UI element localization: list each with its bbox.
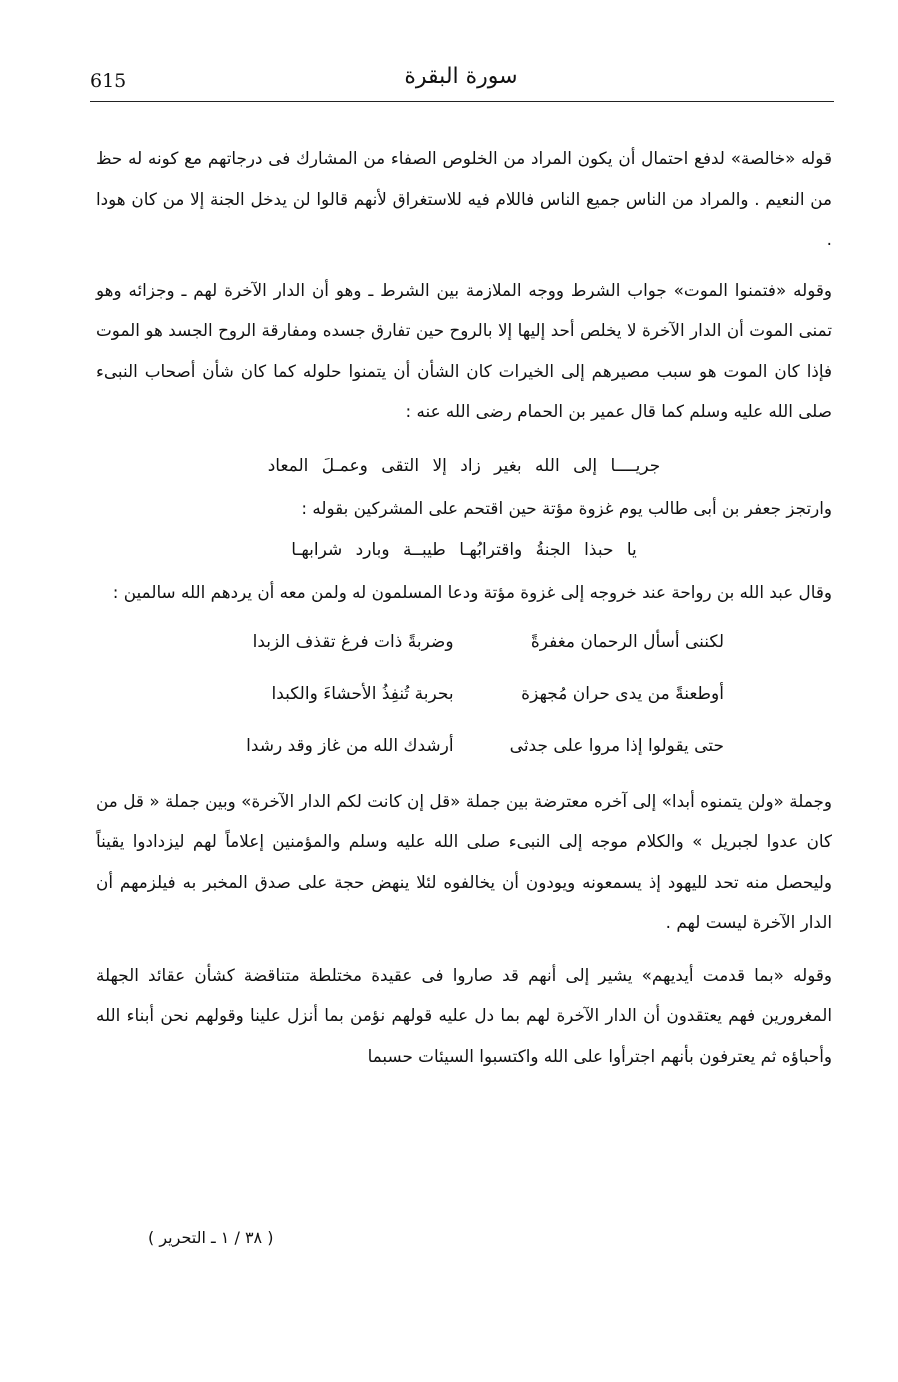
footer-signature: ( ٣٨ / ١ ـ التحرير ) (148, 1228, 274, 1247)
paragraph-5: وجملة «ولن يتمنوه أبدا» إلى آخره معترضة بين جملة «قل إن كانت لكم الدار الآخرة» وبين جملة « قل من كان عدوا لجبريل » والكلام موجه إلى النبىء صلى الله عليه وسلم والمؤمنين إعلاماً لهم ليزدادوا يقيناً وليحصل منه تحد لليهود إذ يسمعونه ويودون أن يخالفوه لئلا ينهض حجة على صدق المخبر به فيلزمهم أن الدار الآخرة ليست لهم . (96, 790, 832, 932)
header-rule (90, 101, 834, 102)
poem-hemistich-second: بحربة تُنفِذُ الأحشاءَ والكبدا (271, 684, 454, 705)
paragraph-4: وقال عبد الله بن رواحة عند خروجه إلى غزوة مؤتة ودعا المسلمون له ولمن معه أن يردهم الله سالمين : (112, 582, 832, 602)
poem-line (204, 721, 724, 773)
poem-hemistich-second: وضربةً ذات فرغ تقذف الزبدا (252, 632, 454, 653)
page-number: 615 (90, 70, 127, 92)
poem-line (204, 617, 724, 669)
poem-ibn-rawaha (204, 617, 724, 773)
poem-hemistich-second: أرشدك الله من غاز وقد رشدا (246, 736, 454, 757)
verse-jafar: يا حبذا الجنةُ واقترابُهـا طيبــة وبارد شرابهـا (291, 540, 637, 560)
poem-hemistich-first: أوطعنةً من يدى حران مُجهزة (521, 684, 724, 705)
poem-hemistich-first: لكننى أسأل الرحمان مغفرةً (530, 632, 724, 653)
surah-title: سورة البقرة (404, 64, 518, 89)
paragraph-2: وقوله «فتمنوا الموت» جواب الشرط ووجه الملازمة بين الشرط ـ وهو أن الدار الآخرة لهم ـ وجزائه وهو تمنى الموت أن الدار الآخرة لا يخلص أحد إليها إلا بالروح حين تفارق جسده ومفارقة الروح الجسد هو الموت فإذا كان الموت هو سبب مصيرهم إلى الخيرات كان الشأن أن يتمنوا حلوله كما كان شأن أصحاب النبىء صلى الله عليه وسلم كما قال عمير بن الحمام رضى الله عنه : (96, 279, 832, 421)
poem-hemistich-first: حتى يقولوا إذا مروا على جدثى (509, 736, 724, 757)
paragraph-6: وقوله «بما قدمت أيديهم» يشير إلى أنهم قد صاروا فى عقيدة مختلطة متناقضة كشأن عقائد الجهلة المغرورين فهم يعتقدون أن الدار الآخرة لهم بما دل عليه قولهم نؤمن بما أنزل علينا وقولهم نحن أبناء الله وأحباؤه ثم يعترفون بأنهم اجترأوا على الله واكتسبوا السيئات حسبما (96, 964, 832, 1066)
page-header (90, 62, 832, 100)
paragraph-1: قوله «خالصة» لدفع احتمال أن يكون المراد من الخلوص الصفاء من المشارك فى درجاتهم مع كونه له حظ من النعيم . والمراد من الناس جميع الناس فاللام فيه للاستغراق لأنهم قالوا لن يدخل الجنة إلا من كان هودا . (96, 148, 832, 249)
poem-line (204, 669, 724, 721)
page-body (96, 138, 832, 1088)
verse-umair: جريــــا إلى الله بغير زاد إلا التقى وعمـلَ المعاد (267, 455, 661, 476)
paragraph-3: وارتجز جعفر بن أبى طالب يوم غزوة مؤتة حين اقتحم على المشركين بقوله : (301, 497, 832, 518)
